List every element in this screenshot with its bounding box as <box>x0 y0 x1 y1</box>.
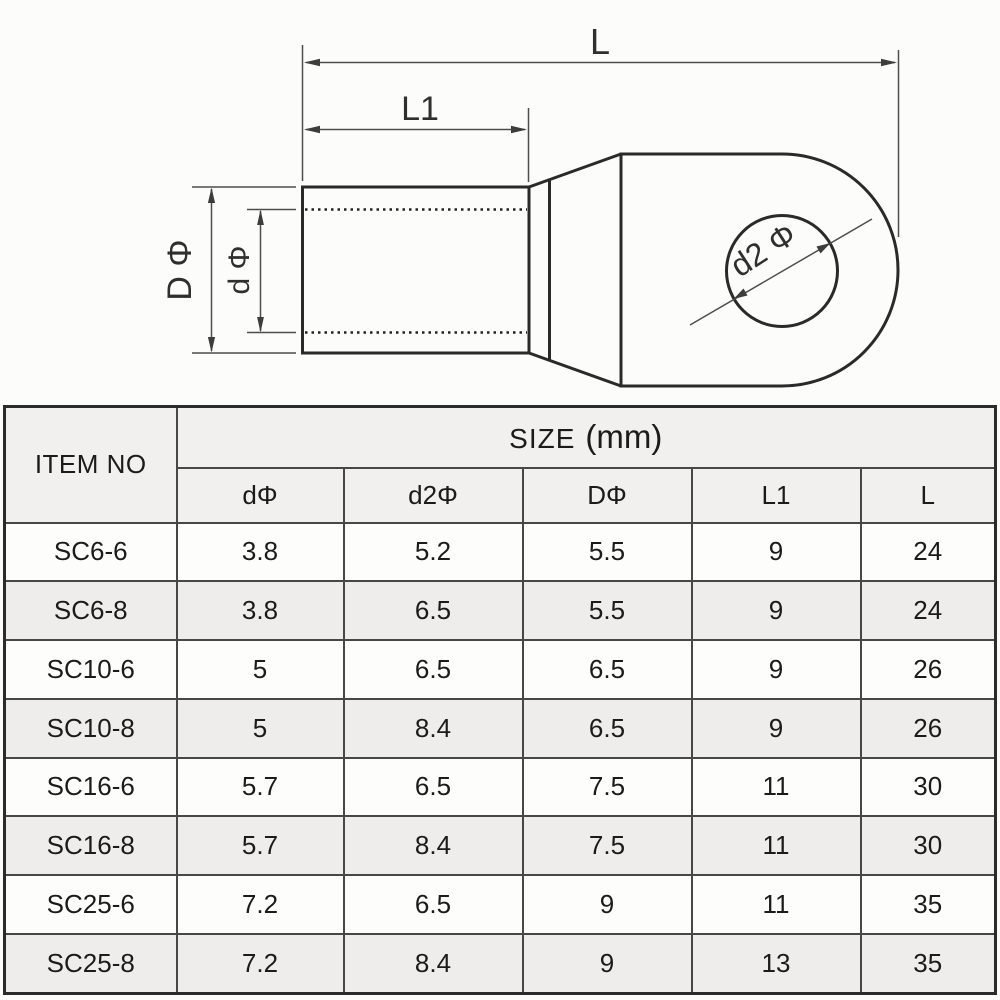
lug-dimension-drawing <box>0 0 1000 405</box>
value-cell: 5.7 <box>177 758 344 817</box>
dimension-d <box>223 210 264 333</box>
value-cell: 5 <box>177 640 344 699</box>
value-cell: 6.5 <box>344 581 523 640</box>
item-cell: SC10-6 <box>5 640 177 699</box>
item-cell: SC16-8 <box>5 816 177 875</box>
value-cell: 8.4 <box>344 699 523 758</box>
table-row <box>5 640 996 699</box>
value-cell: 7.5 <box>523 758 692 817</box>
table-row <box>5 758 996 817</box>
value-cell: 13 <box>692 934 861 994</box>
table-row <box>5 875 996 934</box>
value-cell: 6.5 <box>344 758 523 817</box>
value-cell: 3.8 <box>177 523 344 582</box>
taper-top <box>529 154 621 187</box>
item-cell: SC10-8 <box>5 699 177 758</box>
dimension-D <box>161 188 215 353</box>
col-header-L: L <box>861 468 996 523</box>
taper-bottom <box>529 353 621 386</box>
value-cell: 5.2 <box>344 523 523 582</box>
value-cell: 30 <box>861 816 996 875</box>
value-cell: 5 <box>177 699 344 758</box>
value-cell: 26 <box>861 640 996 699</box>
table-row <box>5 934 996 994</box>
item-cell: SC6-8 <box>5 581 177 640</box>
value-cell: 11 <box>692 816 861 875</box>
dim-label-d2: d2 Φ <box>723 215 803 284</box>
value-cell: 7.2 <box>177 934 344 994</box>
value-cell: 7.2 <box>177 875 344 934</box>
value-cell: 35 <box>861 875 996 934</box>
col-header-d2: d2Φ <box>344 468 523 523</box>
value-cell: 5.5 <box>523 523 692 582</box>
dimension-L1 <box>304 90 527 133</box>
size-unit-label: (mm) <box>585 418 663 456</box>
lug-outline <box>303 154 899 386</box>
dim-label-L1: L1 <box>401 90 439 128</box>
table-row <box>5 699 996 758</box>
size-mm-header <box>177 407 996 468</box>
value-cell: 9 <box>523 875 692 934</box>
table-row <box>5 523 996 582</box>
value-cell: 9 <box>692 581 861 640</box>
dim-label-L: L <box>589 21 611 62</box>
value-cell: 11 <box>692 875 861 934</box>
col-header-L1: L1 <box>692 468 861 523</box>
value-cell: 6.5 <box>523 699 692 758</box>
table-header-row-1 <box>5 407 996 468</box>
value-cell: 24 <box>861 523 996 582</box>
value-cell: 5.5 <box>523 581 692 640</box>
table-row <box>5 581 996 640</box>
col-header-D: DΦ <box>523 468 692 523</box>
lug-barrel <box>303 187 530 353</box>
value-cell: 6.5 <box>344 875 523 934</box>
item-cell: SC25-8 <box>5 934 177 994</box>
value-cell: 26 <box>861 699 996 758</box>
size-spec-table <box>3 405 997 995</box>
value-cell: 9 <box>692 523 861 582</box>
dim-label-D: D Φ <box>161 239 199 301</box>
value-cell: 3.8 <box>177 581 344 640</box>
item-cell: SC16-6 <box>5 758 177 817</box>
col-header-d: dΦ <box>177 468 344 523</box>
value-cell: 6.5 <box>344 640 523 699</box>
value-cell: 30 <box>861 758 996 817</box>
size-label: SIZE <box>509 423 576 455</box>
extension-lines <box>192 45 899 353</box>
dimension-d2 <box>690 216 872 325</box>
item-no-header: ITEM NO <box>5 407 177 523</box>
item-cell: SC25-6 <box>5 875 177 934</box>
value-cell: 9 <box>692 699 861 758</box>
value-cell: 8.4 <box>344 934 523 994</box>
value-cell: 9 <box>692 640 861 699</box>
item-cell: SC6-6 <box>5 523 177 582</box>
table-row <box>5 816 996 875</box>
value-cell: 9 <box>523 934 692 994</box>
dim-label-d: d Φ <box>223 245 256 295</box>
value-cell: 24 <box>861 581 996 640</box>
value-cell: 6.5 <box>523 640 692 699</box>
value-cell: 35 <box>861 934 996 994</box>
value-cell: 7.5 <box>523 816 692 875</box>
value-cell: 5.7 <box>177 816 344 875</box>
dimension-L <box>304 21 897 66</box>
value-cell: 11 <box>692 758 861 817</box>
value-cell: 8.4 <box>344 816 523 875</box>
